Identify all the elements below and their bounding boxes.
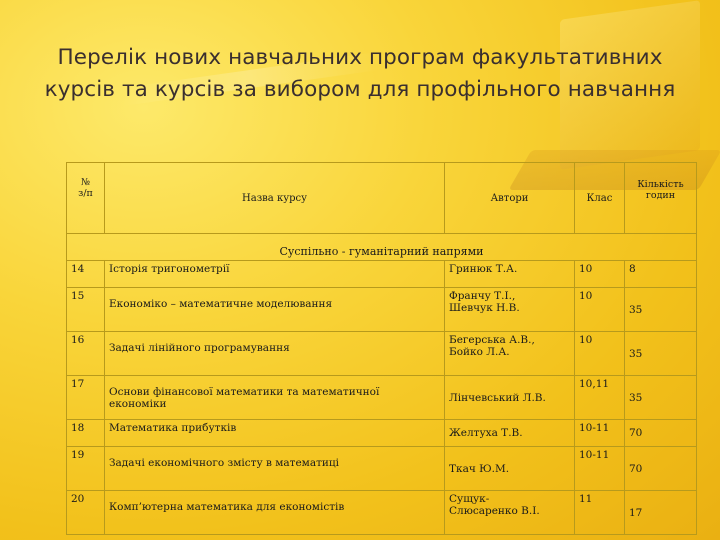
row-hours: 17 [625, 491, 697, 535]
row-hours: 8 [625, 261, 697, 288]
row-authors: Гринюк Т.А. [445, 261, 575, 288]
row-class: 10-11 [575, 447, 625, 491]
row-number: 16 [67, 332, 105, 376]
table-row [67, 420, 697, 447]
row-authors: Лінчевський Л.В. [445, 376, 575, 420]
row-authors: Бегерська А.В., Бойко Л.А. [445, 332, 575, 376]
row-hours: 35 [625, 288, 697, 332]
slide-title [20, 42, 700, 106]
header-class: Клас [575, 163, 625, 234]
row-course: Задачі лінійного програмування [105, 332, 445, 376]
row-authors: Желтуха Т.В. [445, 420, 575, 447]
table-header-row [67, 163, 697, 234]
row-course: Економіко – математичне моделювання [105, 288, 445, 332]
row-course: Комп’ютерна математика для економістів [105, 491, 445, 535]
row-authors: Франчу Т.І., Шевчук Н.В. [445, 288, 575, 332]
header-hours: Кількість годин [625, 163, 697, 234]
section-row [67, 234, 697, 261]
row-course: Історія тригонометрії [105, 261, 445, 288]
courses-table-container [66, 162, 696, 535]
row-class: 10 [575, 261, 625, 288]
table-row [67, 491, 697, 535]
row-hours: 70 [625, 420, 697, 447]
row-number: 20 [67, 491, 105, 535]
row-course: Математика прибутків [105, 420, 445, 447]
row-class: 10-11 [575, 420, 625, 447]
table-row [67, 261, 697, 288]
row-course: Основи фінансової математики та математичної економіки [105, 376, 445, 420]
row-number: 15 [67, 288, 105, 332]
row-number: 17 [67, 376, 105, 420]
slide-title-line-2: курсів та курсів за вибором для профільного навчання [44, 77, 676, 102]
table-row [67, 288, 697, 332]
row-hours: 35 [625, 332, 697, 376]
row-class: 10 [575, 332, 625, 376]
row-number: 14 [67, 261, 105, 288]
header-number: № з/п [67, 163, 105, 234]
table-row [67, 332, 697, 376]
row-number: 19 [67, 447, 105, 491]
row-number: 18 [67, 420, 105, 447]
row-hours: 35 [625, 376, 697, 420]
table-row [67, 447, 697, 491]
row-class: 10 [575, 288, 625, 332]
row-course: Задачі економічного змісту в математиці [105, 447, 445, 491]
row-hours: 70 [625, 447, 697, 491]
row-authors: Сущук- Слюсаренко В.І. [445, 491, 575, 535]
row-class: 11 [575, 491, 625, 535]
row-authors: Ткач Ю.М. [445, 447, 575, 491]
header-course-name: Назва курсу [105, 163, 445, 234]
courses-table [66, 162, 697, 535]
section-title: Суспільно - гуманітарний напрями [67, 234, 697, 261]
header-authors: Автори [445, 163, 575, 234]
row-class: 10,11 [575, 376, 625, 420]
table-row [67, 376, 697, 420]
slide-title-line-1: Перелік нових навчальних програм факультативних [57, 45, 663, 70]
